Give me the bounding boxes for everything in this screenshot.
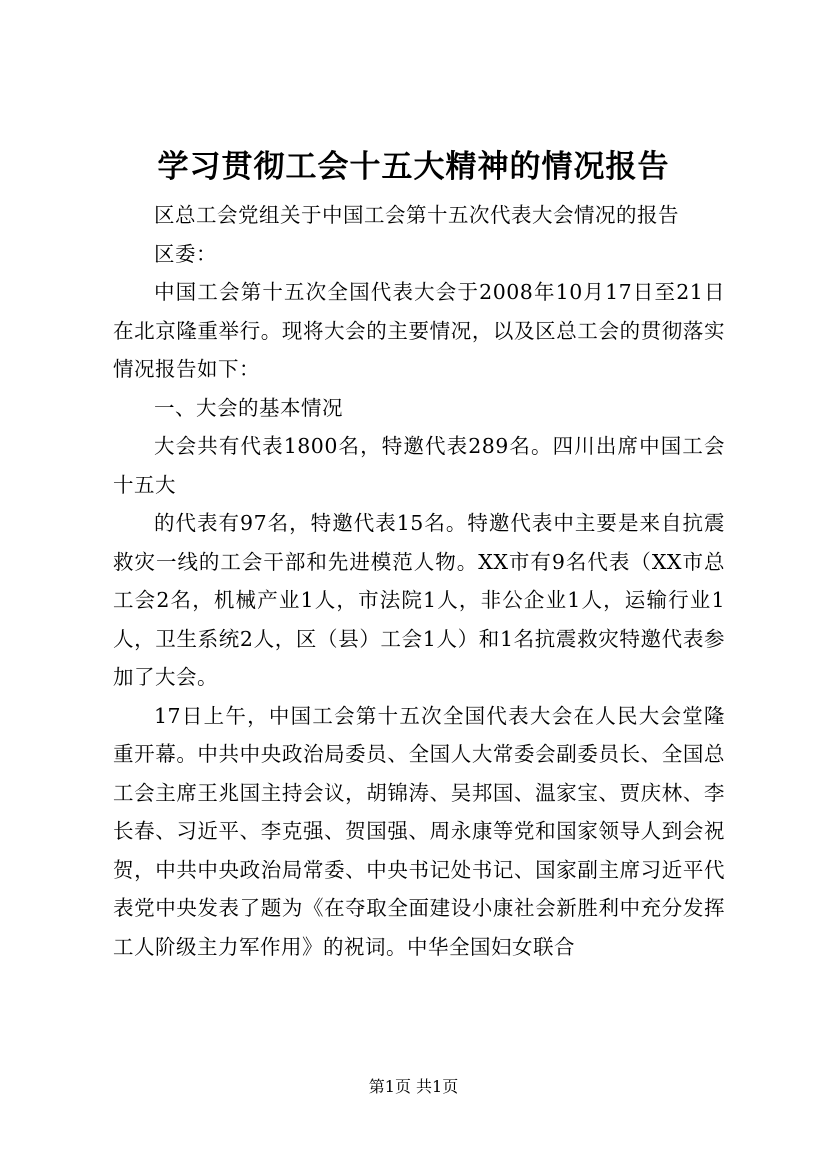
paragraph-report-heading: 区总工会党组关于中国工会第十五次代表大会情况的报告 <box>154 203 679 227</box>
paragraph-intro: 中国工会第十五次全国代表大会于2008年10月17日至21日在北京隆重举行。现将大会的主要情况，以及区总工会的贯彻落实情况报告如下： <box>113 280 725 381</box>
paragraph-special-delegates: 的代表有97名，特邀代表15名。特邀代表中主要是来自抗震救灾一线的工会干部和先进模范人物。XX市有9名代表（XX市总工会2名，机械产业1人，市法院1人，非公企业1人，运输行业1人，卫生系统2人，区（县）工会1人）和1名抗震救灾特邀代表参加了大会。 <box>113 511 725 689</box>
paragraph-section-heading: 一、大会的基本情况 <box>154 395 343 420</box>
page-footer: 第1页 共1页 <box>368 1077 459 1096</box>
paragraph-opening: 17日上午，中国工会第十五次全国代表大会在人民大会堂隆重开幕。中共中央政治局委员、全国人大常委会副委员长、全国总工会主席王兆国主持会议，胡锦涛、吴邦国、温家宝、贾庆林、李长春、习近平、李克强、贺国强、周永康等党和国家领导人到会祝贺，中共中央政治局常委、中央书记处书记、国家副主席习近平代表党中央发表了题为《在夺取全面建设小康社会新胜利中充分发挥工人阶级主力军作用》的祝词。中华全国妇女联合 <box>113 703 725 959</box>
document-title: 学习贯彻工会十五大精神的情况报告 <box>157 149 670 185</box>
paragraph-salutation: 区委： <box>154 241 217 266</box>
paragraph-delegates: 大会共有代表1800名，特邀代表289名。四川出席中国工会十五大 <box>113 434 725 497</box>
document-body <box>113 196 725 966</box>
